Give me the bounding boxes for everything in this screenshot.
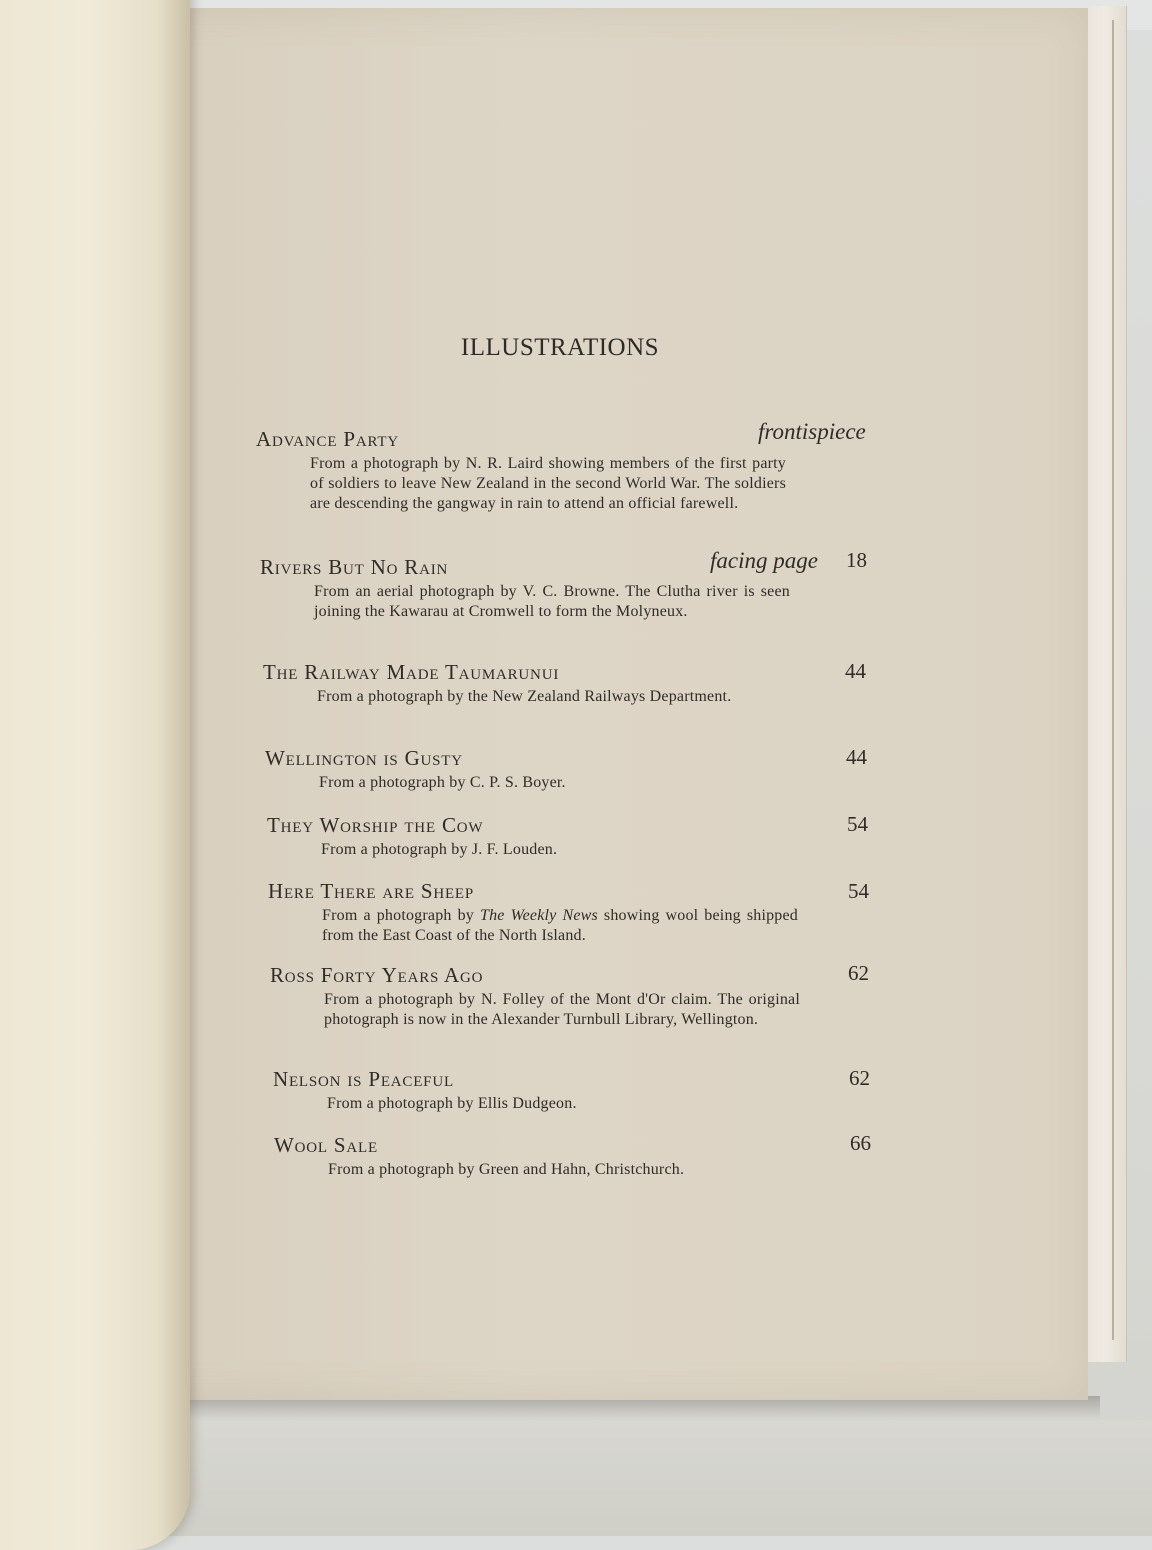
left-page-curl <box>0 0 190 1550</box>
entry-title: They Worship the Cow <box>267 813 484 837</box>
entry-description <box>322 906 798 946</box>
illustration-entry-advance-party <box>256 427 786 514</box>
entry-page-number: 18 <box>846 548 867 572</box>
entry-page-number: 44 <box>845 659 866 683</box>
entry-description: From a photograph by J. F. Louden. <box>321 841 558 858</box>
illustration-entry-railway-made-taumarunui <box>263 660 793 707</box>
entry-description-pre: From a photograph by <box>322 907 474 924</box>
illustration-entry-here-there-are-sheep <box>268 879 798 946</box>
illustration-entry-wool-sale <box>274 1133 804 1180</box>
entry-description: From an aerial photograph by V. C. Browne. The Clutha river is seen joining the Kawarau at Cromwell to form the Molyneux. <box>314 583 790 620</box>
illustration-entry-nelson-is-peaceful <box>273 1067 803 1114</box>
entry-title: Nelson is Peaceful <box>273 1067 454 1091</box>
entry-description: From a photograph by Ellis Dudgeon. <box>327 1095 577 1112</box>
entry-page-number: 62 <box>849 1066 870 1090</box>
entry-description: From a photograph by Green and Hahn, Christchurch. <box>328 1161 685 1178</box>
entry-description-publication: The Weekly News <box>479 907 598 924</box>
entry-description: From a photograph by N. R. Laird showing members of the first party of soldiers to leave New Zealand in the second World War. The soldiers are descending the gangway in rain to attend an official farewell. <box>310 455 786 512</box>
entry-description: From a photograph by the New Zealand Railways Department. <box>317 688 732 705</box>
entry-description: From a photograph by N. Folley of the Mont d'Or claim. The original photograph is now in the Alexander Turnbull Library, Wellington. <box>324 991 800 1028</box>
entry-title: Advance Party <box>256 427 399 451</box>
entry-title: Here There are Sheep <box>268 879 475 903</box>
illustration-entry-they-worship-the-cow <box>267 813 797 860</box>
entry-title: The Railway Made Taumarunui <box>263 660 560 684</box>
entry-page-number: 44 <box>846 745 867 769</box>
entry-page-number: 62 <box>848 961 869 985</box>
entry-description-post: showing wool being shipped from the East Coast of the North Island. <box>322 907 799 944</box>
entry-title: Rivers But No Rain <box>260 555 449 579</box>
entry-description: From a photograph by C. P. S. Boyer. <box>319 774 566 791</box>
entry-page-number: 66 <box>850 1131 871 1155</box>
entry-ref-frontispiece: frontispiece <box>758 419 866 444</box>
entry-page-number: 54 <box>847 812 868 836</box>
entry-ref-facing-page: facing page <box>710 548 818 573</box>
entry-title: Ross Forty Years Ago <box>270 963 484 987</box>
entry-page-number: 54 <box>848 879 869 903</box>
illustration-entry-ross-forty-years-ago <box>270 963 800 1030</box>
page-title: ILLUSTRATIONS <box>460 334 660 361</box>
illustration-entry-wellington-is-gusty <box>265 746 795 793</box>
entry-title: Wool Sale <box>274 1133 378 1157</box>
book-cover-line <box>1112 20 1114 1340</box>
book-cover-edge <box>1086 6 1127 1362</box>
entry-title: Wellington is Gusty <box>265 746 463 770</box>
